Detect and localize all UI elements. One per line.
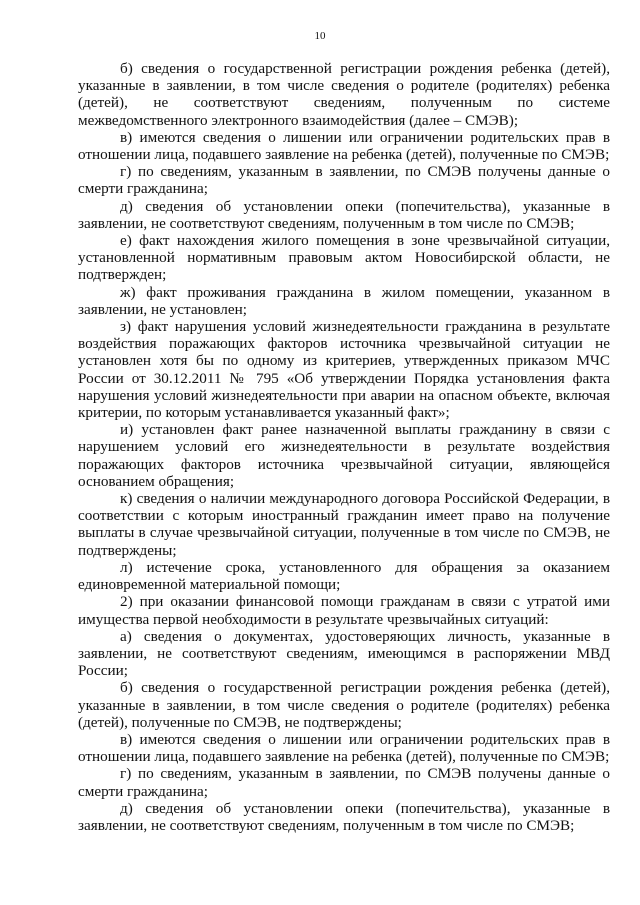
paragraph-g-death-data-2: г) по сведениям, указанным в заявлении, по СМЭВ получены данные о смерти гражданина;	[78, 765, 610, 800]
paragraph-a-identity-documents: а) сведения о документах, удостоверяющих личность, указанные в заявлении, не соответствуют сведениям, имеющимся в распоряжении МВД России;	[78, 627, 610, 680]
paragraph-d-guardianship-2: д) сведения об установлении опеки (попечительства), указанные в заявлении, не соответствуют сведениям, полученным в том числе по СМЭВ;	[78, 799, 610, 834]
paragraph-k-international-treaty: к) сведения о наличии международного договора Российской Федерации, в соответствии с которым иностранный гражданин имеет право на получение выплаты в случае чрезвычайной ситуации, полученные в том числе по СМЭВ, не подтверждены;	[78, 490, 610, 559]
paragraph-e-emergency-zone: е) факт нахождения жилого помещения в зоне чрезвычайной ситуации, установленной нормативным правовым актом Новосибирской области, не подтвержден;	[78, 232, 610, 284]
paragraph-v-parental-rights: в) имеются сведения о лишении или ограничении родительских прав в отношении лица, подавшего заявление на ребенка (детей), полученные по СМЭВ;	[78, 128, 610, 164]
paragraph-l-deadline-expired: л) истечение срока, установленного для обращения за оказанием единовременной материальной помощи;	[78, 558, 610, 594]
paragraph-b-birth-registration-2: б) сведения о государственной регистрации рождения ребенка (детей), указанные в заявлении, в том числе сведения о родителе (родителях) ребенка (детей), полученные по СМЭВ, не подтверждены;	[78, 679, 610, 731]
document-body	[78, 60, 610, 834]
paragraph-b-birth-registration: б) сведения о государственной регистрации рождения ребенка (детей), указанные в заявлении, в том числе сведения о родителе (родителях) ребенка (детей), не соответствуют сведениям, полученным по системе межведомственного электронного взаимодействия (далее – СМЭВ);	[78, 60, 610, 129]
paragraph-g-death-data: г) по сведениям, указанным в заявлении, по СМЭВ получены данные о смерти гражданина;	[78, 163, 610, 198]
paragraph-i-previous-payment: и) установлен факт ранее назначенной выплаты гражданину в связи с нарушением условий его жизнедеятельности в результате воздействия поражающих факторов источника чрезвычайной ситуации, являющейся основанием обращения;	[78, 421, 610, 490]
paragraph-zh-residence: ж) факт проживания гражданина в жилом помещении, указанном в заявлении, не установлен;	[78, 283, 610, 318]
paragraph-v-parental-rights-2: в) имеются сведения о лишении или ограничении родительских прав в отношении лица, подавшего заявление на ребенка (детей), полученные по СМЭВ;	[78, 730, 610, 766]
paragraph-z-living-conditions: з) факт нарушения условий жизнедеятельности гражданина в результате воздействия поражающих факторов источника чрезвычайной ситуации не установлен хотя бы по одному из критериев, утвержденных приказом МЧС России от 30.12.2011 № 795 «Об утверждении Порядка установления факта нарушения условий жизнедеятельности при аварии на опасном объекте, включая критерии, по которым устанавливается указанный факт»;	[78, 318, 610, 422]
paragraph-d-guardianship: д) сведения об установлении опеки (попечительства), указанные в заявлении, не соответствуют сведениям, полученным в том числе по СМЭВ;	[78, 197, 610, 232]
paragraph-2-financial-aid: 2) при оказании финансовой помощи гражданам в связи с утратой ими имущества первой необходимости в результате чрезвычайных ситуаций:	[78, 593, 610, 628]
page-number: 10	[314, 30, 326, 42]
